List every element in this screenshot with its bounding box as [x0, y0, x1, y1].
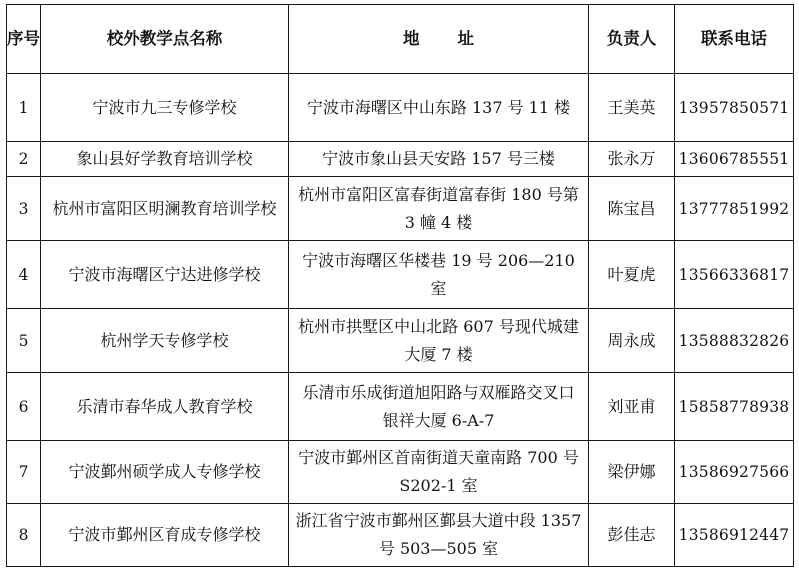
- school-name: 乐清市春华成人教育学校: [41, 373, 289, 441]
- table-row: [7, 504, 794, 567]
- contact-phone: 13586912447: [675, 504, 794, 567]
- person-in-charge: 梁伊娜: [589, 441, 675, 504]
- school-name: 宁波市海曙区宁达进修学校: [41, 241, 289, 309]
- header-address-part-b: 址: [457, 29, 474, 48]
- contact-phone: 13606785551: [675, 142, 794, 177]
- school-name: 宁波市九三专修学校: [41, 74, 289, 142]
- school-name: 杭州学天专修学校: [41, 309, 289, 373]
- table-header-row: [7, 5, 794, 74]
- row-number: 2: [7, 142, 41, 177]
- row-number: 8: [7, 504, 41, 567]
- row-number: 4: [7, 241, 41, 309]
- table-row: [7, 373, 794, 441]
- school-name: 宁波市鄞州区育成专修学校: [41, 504, 289, 567]
- header-address-part-a: 地: [403, 29, 420, 48]
- row-number: 7: [7, 441, 41, 504]
- table-row: [7, 74, 794, 142]
- row-number: 1: [7, 74, 41, 142]
- header-phone: 联系电话: [675, 5, 794, 74]
- header-name: 校外教学点名称: [41, 5, 289, 74]
- table-row: [7, 441, 794, 504]
- person-in-charge: 周永成: [589, 309, 675, 373]
- contact-phone: 13957850571: [675, 74, 794, 142]
- header-person: 负责人: [589, 5, 675, 74]
- person-in-charge: 叶夏虎: [589, 241, 675, 309]
- header-address: [289, 5, 589, 74]
- contact-phone: 13566336817: [675, 241, 794, 309]
- header-seq: 序号: [7, 5, 41, 74]
- person-in-charge: 张永万: [589, 142, 675, 177]
- contact-phone: 15858778938: [675, 373, 794, 441]
- school-table: [6, 4, 794, 567]
- person-in-charge: 彭佳志: [589, 504, 675, 567]
- table-row: [7, 241, 794, 309]
- school-address: 杭州市富阳区富春街道富春街 180 号第 3 幢 4 楼: [289, 177, 589, 241]
- school-address: 浙江省宁波市鄞州区鄞县大道中段 1357 号 503—505 室: [289, 504, 589, 567]
- table-row: [7, 177, 794, 241]
- person-in-charge: 刘亚甫: [589, 373, 675, 441]
- school-address: 宁波市海曙区中山东路 137 号 11 楼: [289, 74, 589, 142]
- row-number: 6: [7, 373, 41, 441]
- table-row: [7, 309, 794, 373]
- school-name: 象山县好学教育培训学校: [41, 142, 289, 177]
- row-number: 5: [7, 309, 41, 373]
- row-number: 3: [7, 177, 41, 241]
- school-address: 宁波市海曙区华楼巷 19 号 206—210 室: [289, 241, 589, 309]
- school-address: 宁波市象山县天安路 157 号三楼: [289, 142, 589, 177]
- school-address: 乐清市乐成街道旭阳路与双雁路交叉口银祥大厦 6-A-7: [289, 373, 589, 441]
- contact-phone: 13586927566: [675, 441, 794, 504]
- school-name: 杭州市富阳区明澜教育培训学校: [41, 177, 289, 241]
- person-in-charge: 陈宝昌: [589, 177, 675, 241]
- contact-phone: 13588832826: [675, 309, 794, 373]
- table-row: [7, 142, 794, 177]
- school-name: 宁波鄞州硕学成人专修学校: [41, 441, 289, 504]
- school-address: 杭州市拱墅区中山北路 607 号现代城建大厦 7 楼: [289, 309, 589, 373]
- school-address: 宁波市鄞州区首南街道天童南路 700 号 S202-1 室: [289, 441, 589, 504]
- contact-phone: 13777851992: [675, 177, 794, 241]
- person-in-charge: 王美英: [589, 74, 675, 142]
